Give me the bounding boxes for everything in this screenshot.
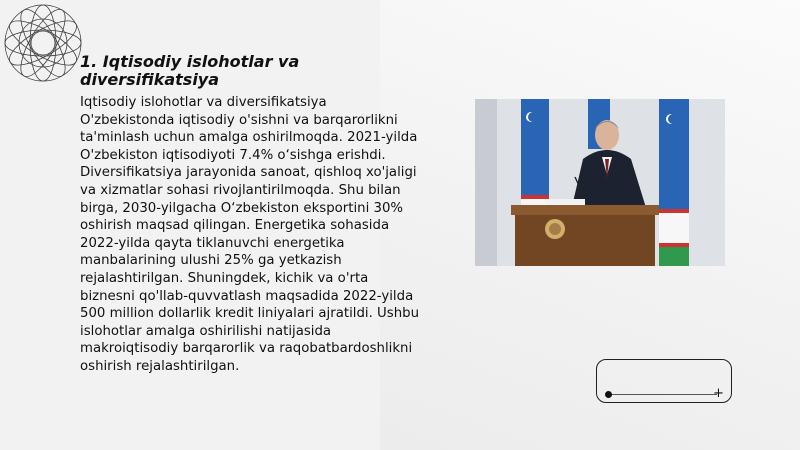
circle-pattern-icon xyxy=(2,2,84,84)
plus-icon[interactable]: + xyxy=(713,386,724,401)
dot-icon[interactable] xyxy=(605,391,612,398)
slide-body-text: Iqtisodiy islohotlar va diversifikatsiya O'zbekistonda iqtisodiy o'sishni va barqarorlikni ta'minlash uchun amalga oshirilmoqda. 2021-yilda O'zbekiston iqtisodiyoti 7.4% o‘sishga erishdi. Diversifikatsiya jarayonida sanoat, qishloq xo'jaligi va xizmatlar sohasi rivojlantirilmoqda. Shu bilan birga, 2030-yilgacha O‘zbekiston eksportini 30% oshirish maqsad qilingan. Energetika sohasida 2022-yilda qayta tiklanuvchi energetika manbalarining ulushi 25% ga yetkazish rejalashtirilgan. Shuningdek, kichik va o'rta biznesni qo'llab-quvvatlash maqsadida 2022-yilda 500 million dollarlik kredit liniyalari ajratildi. Ushbu islohotlar amalga oshirilishi natijasida makroiqtisodiy barqarorlik va raqobatbardoshlikni oshirish rejalashtirilgan. xyxy=(80,95,420,374)
slider-track[interactable] xyxy=(609,394,717,395)
speaker-photo xyxy=(475,99,725,266)
slider-control[interactable] xyxy=(596,359,732,403)
slide-title: 1. Iqtisodiy islohotlar va diversifikatsiya xyxy=(80,52,300,89)
